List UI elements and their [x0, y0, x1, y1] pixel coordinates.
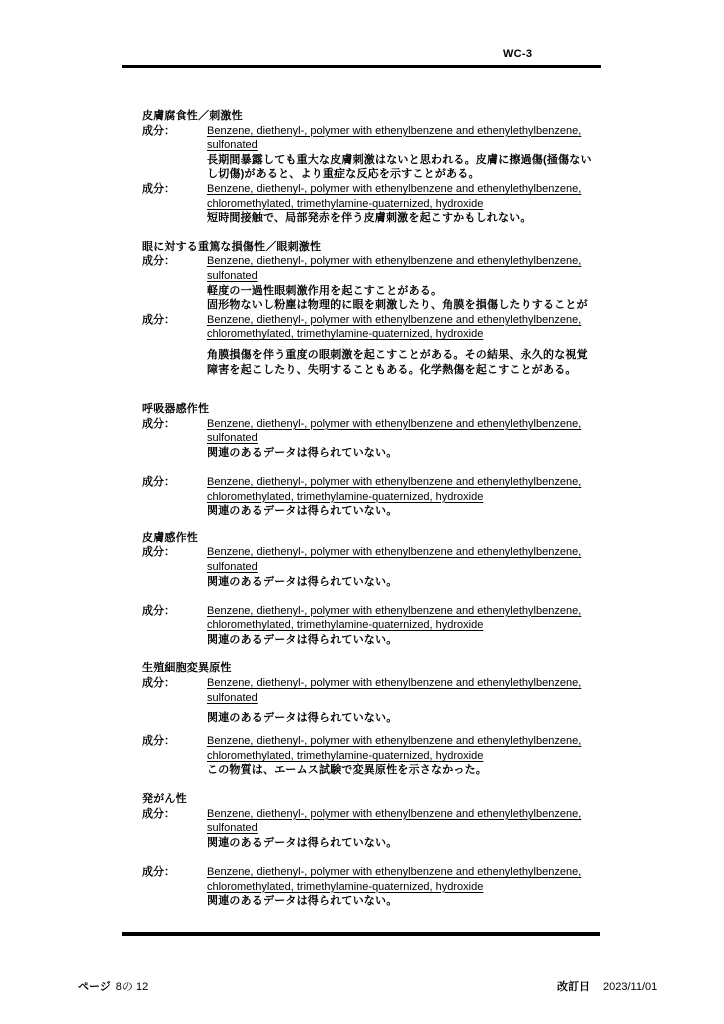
chemical-name-line: Benzene, diethenyl-, polymer with ethenylbenzene and ethenylethylbenzene, [207, 475, 582, 488]
chemical-name-line: Benzene, diethenyl-, polymer with ethenylbenzene and ethenylethylbenzene, [207, 735, 582, 748]
component-label: 成分： [142, 417, 175, 430]
chemical-name-line: sulfonated [207, 822, 258, 835]
chemical-name-line: Benzene, diethenyl-, polymer with ethenylbenzene and ethenylethylbenzene, [207, 182, 582, 195]
section-title: 皮膚腐食性／刺激性 [142, 110, 243, 122]
component-entry-body [207, 865, 604, 909]
component-entry-body [207, 734, 604, 778]
revision-date-label: 改訂日 [557, 981, 590, 993]
component-entry [142, 254, 604, 312]
component-entry-body [207, 475, 604, 519]
component-label: 成分： [142, 255, 175, 268]
component-entry-body [207, 604, 604, 648]
chemical-name-line: sulfonated [207, 269, 258, 282]
component-label: 成分： [142, 807, 175, 820]
chemical-name-line: sulfonated [207, 691, 258, 704]
section-germ-cell-mutagenicity [142, 661, 604, 778]
section-title: 眼に対する重篤な損傷性／眼刺激性 [142, 240, 322, 253]
component-label: 成分： [142, 677, 175, 689]
component-entry [142, 807, 604, 851]
chemical-name-line: chloromethylated, trimethylamine-quaternized, hydroxide [207, 490, 484, 503]
hazard-description-line: 関連のあるデータは得られていない。 [207, 575, 398, 588]
section-skin-corrosion-irritation [142, 109, 604, 226]
hazard-description-line: 関連のあるデータは得られていない。 [207, 712, 398, 725]
component-entry-body [207, 124, 604, 182]
component-entry-body [207, 417, 604, 461]
page-number [78, 978, 148, 994]
chemical-name-line: Benzene, diethenyl-, polymer with ethenylbenzene and ethenylethylbenzene, [207, 807, 582, 820]
component-label: 成分： [142, 475, 175, 488]
page-number-label: ページ [78, 981, 111, 993]
chemical-name-line: Benzene, diethenyl-, polymer with ethenylbenzene and ethenylethylbenzene, [207, 313, 582, 326]
chemical-name-line: sulfonated [207, 139, 258, 152]
component-label: 成分： [142, 313, 175, 326]
hazard-description-line: 関連のあるデータは得られていない。 [207, 446, 398, 459]
revision-date [557, 978, 657, 994]
component-entry-body [207, 676, 604, 726]
revision-date-value: 2023/11/01 [603, 981, 658, 993]
chemical-name-line: chloromethylated, trimethylamine-quaternized, hydroxide [207, 328, 484, 341]
component-label: 成分： [142, 604, 175, 617]
hazard-description-line: 短時間接触で、局部発赤を伴う皮膚刺激を起こすかもしれない。 [207, 212, 532, 225]
chemical-name-line: chloromethylated, trimethylamine-quaternized, hydroxide [207, 749, 484, 762]
component-label: 成分： [142, 182, 175, 195]
document-body [142, 109, 604, 909]
header-rule [122, 65, 601, 68]
component-entry-body [207, 313, 604, 377]
component-entry [142, 604, 604, 648]
component-entry [142, 545, 604, 589]
component-entry-body [207, 545, 604, 589]
chemical-name-line: sulfonated [207, 432, 258, 445]
section-title: 皮膚感作性 [142, 531, 198, 544]
section-title: 呼吸器感作性 [142, 403, 210, 416]
hazard-description-line: 関連のあるデータは得られていない。 [207, 836, 398, 849]
hazard-description-line: 固形物ないし粉塵は物理的に眼を刺激したり、角膜を損傷したりすることが [207, 299, 588, 312]
component-entry [142, 124, 604, 182]
component-label: 成分： [142, 546, 175, 559]
hazard-description-line: し切傷)があると、より重症な反応を示すことがある。 [207, 168, 480, 181]
component-entry-body [207, 254, 604, 312]
chemical-name-line: Benzene, diethenyl-, polymer with ethenylbenzene and ethenylethylbenzene, [207, 865, 582, 878]
hazard-description-line: 軽度の一過性眼刺激作用を起こすことがある。 [207, 284, 443, 297]
hazard-description-line: 関連のあるデータは得られていない。 [207, 633, 398, 646]
section-skin-sensitization [142, 531, 604, 648]
document-code: WC-3 [503, 48, 533, 60]
section-serious-eye-damage-irritation [142, 240, 604, 377]
component-entry [142, 865, 604, 909]
component-entry-body [207, 182, 604, 226]
hazard-description-line: 関連のあるデータは得られていない。 [207, 895, 398, 908]
component-entry [142, 475, 604, 519]
chemical-name-line: sulfonated [207, 560, 258, 573]
chemical-name-line: chloromethylated, trimethylamine-quaternized, hydroxide [207, 619, 484, 632]
component-entry [142, 734, 604, 778]
component-entry-body [207, 807, 604, 851]
chemical-name-line: Benzene, diethenyl-, polymer with ethenylbenzene and ethenylethylbenzene, [207, 677, 582, 689]
chemical-name-line: Benzene, diethenyl-, polymer with ethenylbenzene and ethenylethylbenzene, [207, 255, 582, 268]
section-respiratory-sensitization [142, 402, 604, 519]
component-entry [142, 676, 604, 726]
chemical-name-line: chloromethylated, trimethylamine-quaternized, hydroxide [207, 197, 484, 210]
chemical-name-line: Benzene, diethenyl-, polymer with ethenylbenzene and ethenylethylbenzene, [207, 546, 582, 559]
section-title: 生殖細胞変異原性 [142, 662, 232, 675]
chemical-name-line: Benzene, diethenyl-, polymer with ethenylbenzene and ethenylethylbenzene, [207, 604, 582, 617]
component-entry [142, 313, 604, 377]
chemical-name-line: chloromethylated, trimethylamine-quaternized, hydroxide [207, 880, 484, 893]
section-title: 発がん性 [142, 793, 187, 806]
component-entry [142, 417, 604, 461]
footer-rule [122, 932, 600, 936]
hazard-description-line: この物質は、エームス試験で変異原性を示さなかった。 [207, 764, 487, 777]
hazard-description-line: 角膜損傷を伴う重度の眼刺激を起こすことがある。その結果、永久的な視覚 [207, 348, 588, 361]
page-number-value: 8の 12 [115, 981, 149, 993]
component-entry [142, 182, 604, 226]
hazard-description-line: 障害を起こしたり、失明することもある。化学熱傷を起こすことがある。 [207, 363, 577, 376]
hazard-description-line: 関連のあるデータは得られていない。 [207, 505, 398, 518]
component-label: 成分： [142, 124, 175, 137]
component-label: 成分： [142, 735, 175, 748]
component-label: 成分： [142, 865, 175, 878]
hazard-description-line: 長期間暴露しても重大な皮膚刺激はないと思われる。皮膚に擦過傷(掻傷ない [207, 153, 592, 166]
chemical-name-line: Benzene, diethenyl-, polymer with ethenylbenzene and ethenylethylbenzene, [207, 417, 582, 430]
chemical-name-line: Benzene, diethenyl-, polymer with ethenylbenzene and ethenylethylbenzene, [207, 124, 582, 137]
section-carcinogenicity [142, 792, 604, 909]
